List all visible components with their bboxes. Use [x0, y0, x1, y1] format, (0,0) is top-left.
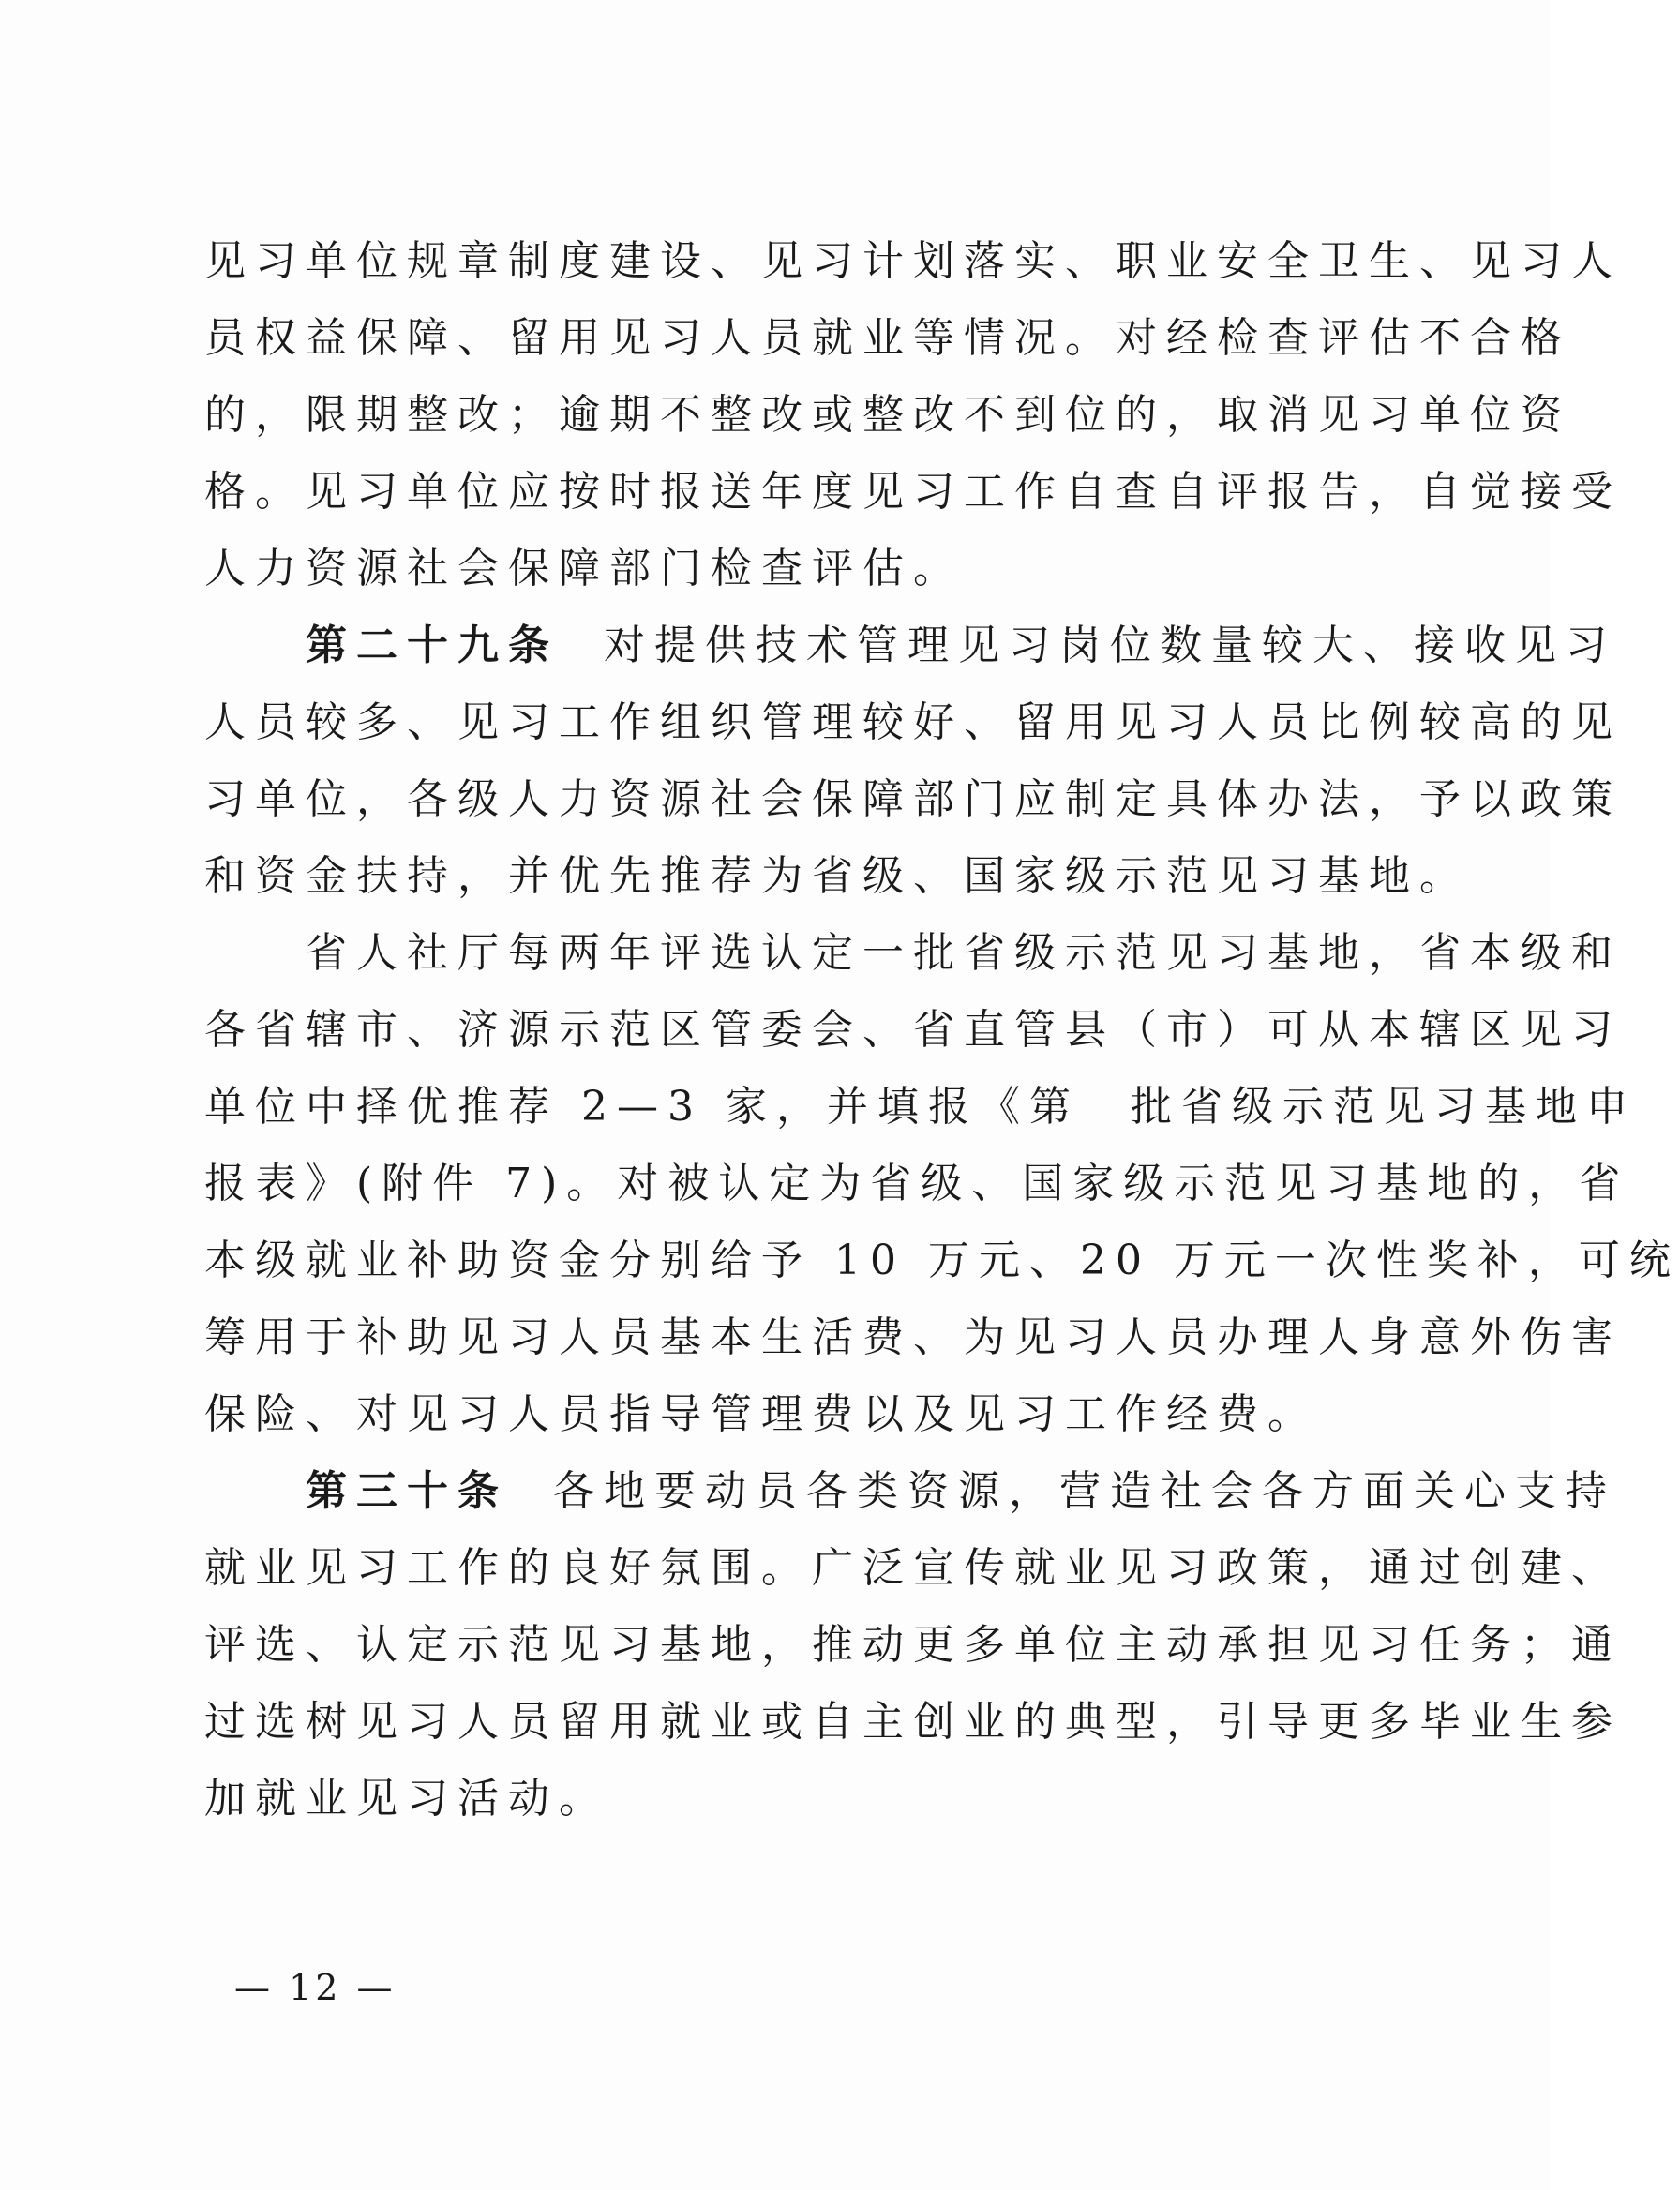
article-text: 对提供技术管理见习岗位数量较大、接收见习	[604, 622, 1616, 669]
body-line: 保险、对见习人员指导管理费以及见习工作经费。	[204, 1390, 1318, 1438]
document-body	[204, 223, 1680, 1838]
article-heading: 第二十九条	[306, 622, 559, 669]
article-30-line	[204, 1453, 1616, 1530]
body-line: 评选、认定示范见习基地，推动更多单位主动承担见习任务；通	[204, 1621, 1622, 1669]
body-line: 和资金扶持，并优先推荐为省级、国家级示范见习基地。	[204, 852, 1470, 900]
page-number: — 12 —	[234, 1967, 397, 2008]
body-line: 加就业见习活动。	[204, 1775, 609, 1822]
body-line: 单位中择优推荐 2—3 家，并填报《第 批省级示范见习基地申	[204, 1083, 1637, 1131]
paragraph-start-line: 省人社厅每两年评选认定一批省级示范见习基地，省本级和	[204, 929, 1622, 977]
article-text: 各地要动员各类资源，营造社会各方面关心支持	[553, 1467, 1616, 1515]
body-line: 格。见习单位应按时报送年度见习工作自查自评报告，自觉接受	[204, 468, 1622, 516]
body-line: 过选树见习人员留用就业或自主创业的典型，引导更多毕业生参	[204, 1698, 1622, 1746]
body-line: 见习单位规章制度建设、见习计划落实、职业安全卫生、见习人	[204, 237, 1622, 285]
body-line: 的，限期整改；逾期不整改或整改不到位的，取消见习单位资	[204, 391, 1571, 439]
body-line: 筹用于补助见习人员基本生活费、为见习人员办理人身意外伤害	[204, 1313, 1622, 1361]
body-line: 人力资源社会保障部门检查评估。	[204, 545, 964, 592]
body-line: 人员较多、见习工作组织管理较好、留用见习人员比例较高的见	[204, 698, 1622, 746]
body-line: 员权益保障、留用见习人员就业等情况。对经检查评估不合格	[204, 314, 1571, 362]
body-line: 就业见习工作的良好氛围。广泛宣传就业见习政策，通过创建、	[204, 1544, 1622, 1592]
body-line: 习单位，各级人力资源社会保障部门应制定具体办法，予以政策	[204, 775, 1622, 823]
body-line: 各省辖市、济源示范区管委会、省直管县（市）可从本辖区见习	[204, 1006, 1622, 1054]
article-29-line	[204, 608, 1616, 684]
article-heading: 第三十条	[306, 1467, 508, 1515]
body-line: 报表》(附件 7)。对被认定为省级、国家级示范见习基地的，省	[204, 1160, 1630, 1208]
body-line: 本级就业补助资金分别给予 10 万元、20 万元一次性奖补，可统	[204, 1237, 1680, 1284]
